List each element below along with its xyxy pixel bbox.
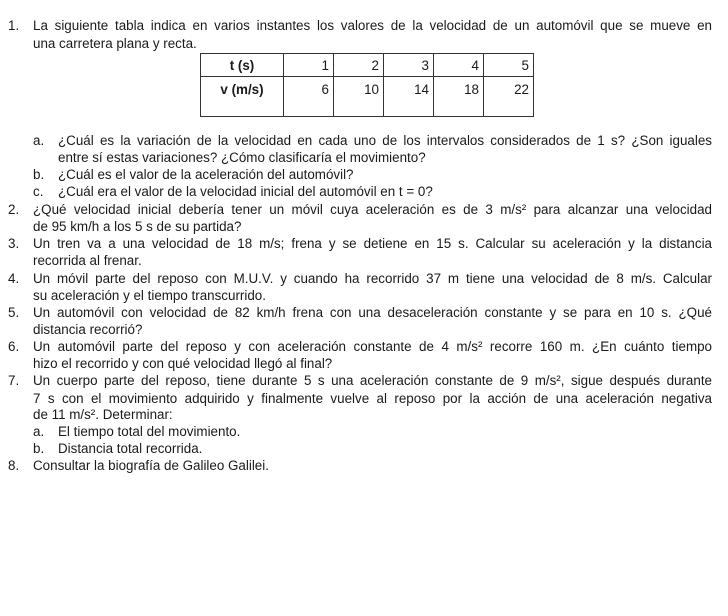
table-cell: 10 [334,77,384,117]
question-text-line: ¿Cuál es el valor de la aceleración del automóvil? [58,167,354,182]
question-text-line: Distancia total recorrida. [58,441,203,456]
table-row-time [201,54,534,77]
sub-question-letter: c. [33,184,44,199]
question-number: 8. [8,458,20,473]
question-text-line: 7 s con el movimiento adquirido y finalmente vuelve al reposo por la acción de una aceleración negativa [33,391,712,406]
question-text-line: hizo el recorrido y con qué velocidad llegó al final? [33,356,333,371]
question-number: 1. [8,18,20,33]
question-number: 3. [8,236,20,251]
question-number: 2. [8,202,20,217]
question-text-line: una carretera plana y recta. [33,36,197,51]
question-number: 5. [8,305,20,320]
question-text-line: recorrida al frenar. [33,253,142,268]
question-text-line: La siguiente tabla indica en varios instantes los valores de la velocidad de un automóvil que se mueve en [33,18,712,33]
sub-question-letter: a. [33,424,45,439]
table-header-cell: v (m/s) [201,77,284,117]
table-cell: 3 [384,54,434,77]
question-text-line: ¿Cuál era el valor de la velocidad inicial del automóvil en t = 0? [58,184,433,199]
question-text-line: entre sí estas variaciones? ¿Cómo clasificaría el movimiento? [58,150,426,165]
table-cell: 22 [484,77,534,117]
question-text-line: su aceleración y el tiempo transcurrido. [33,288,266,303]
question-text-line: ¿Cuál es la variación de la velocidad en cada uno de los intervalos considerados de 1 s? ¿Son iguales [58,133,712,148]
table-cell: 5 [484,54,534,77]
table-row-velocity [201,77,534,117]
table-cell: 2 [334,54,384,77]
sub-question-letter: b. [33,167,45,182]
sub-question-letter: a. [33,133,45,148]
question-text-line: Un automóvil parte del reposo y con aceleración constante de 4 m/s² recorre 160 m. ¿En cuánto tiempo [33,339,712,354]
question-number: 6. [8,339,20,354]
question-text-line: Un cuerpo parte del reposo, tiene durante 5 s una aceleración constante de 9 m/s², sigue después durante [33,373,712,388]
question-text-line: Consultar la biografía de Galileo Galilei. [33,458,269,473]
table-cell: 6 [284,77,334,117]
question-text-line: ¿Qué velocidad inicial debería tener un móvil cuya aceleración es de 3 m/s² para alcanzar una velocidad [33,202,712,217]
table-cell: 14 [384,77,434,117]
question-number: 7. [8,373,20,388]
table-cell: 1 [284,54,334,77]
question-text-line: Un tren va a una velocidad de 18 m/s; frena y se detiene en 15 s. Calcular su aceleración y la distancia [33,236,712,251]
question-text-line: de 95 km/h a los 5 s de su partida? [33,219,242,234]
question-number: 4. [8,271,20,286]
question-text-line: distancia recorrió? [33,322,143,337]
velocity-table [200,53,534,117]
question-text-line: Un automóvil con velocidad de 82 km/h frena con una desaceleración constante y se para en 10 s. ¿Qué [33,305,712,320]
table-header-cell: t (s) [201,54,284,77]
sub-question-letter: b. [33,441,45,456]
question-text-line: Un móvil parte del reposo con M.U.V. y cuando ha recorrido 37 m tiene una velocidad de 8 m/s. Calcular [33,271,712,286]
table-cell: 18 [434,77,484,117]
question-text-line: de 11 m/s². Determinar: [33,407,173,422]
question-text-line: El tiempo total del movimiento. [58,424,241,439]
table-cell: 4 [434,54,484,77]
